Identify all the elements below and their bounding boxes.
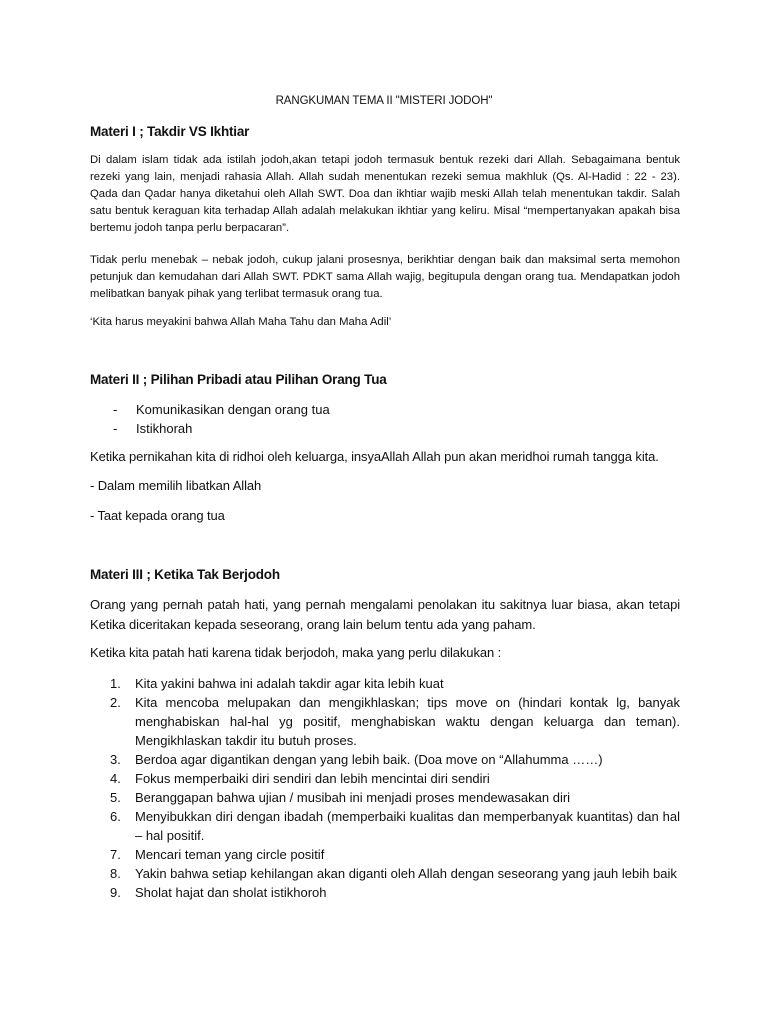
section-3-paragraph-1: Orang yang pernah patah hati, yang pernah mengalami penolakan itu sakitnya luar biasa, akan tetapi Ketika diceritakan kepada seseorang, orang lain belum tentu ada yang paham.	[90, 597, 680, 632]
item-number: 2.	[110, 695, 121, 710]
item-text: Kita yakini bahwa ini adalah takdir agar kita lebih kuat	[135, 676, 444, 691]
item-text: Mencari teman yang circle positif	[135, 847, 325, 862]
item-text: Sholat hajat dan sholat istikhoroh	[135, 885, 327, 900]
section-3-paragraph-2: Ketika kita patah hati karena tidak berjodoh, maka yang perlu dilakukan :	[90, 645, 502, 660]
section-1-quote: ‘Kita harus meyakini bahwa Allah Maha Tahu dan Maha Adil’	[90, 316, 392, 328]
list-item	[110, 883, 680, 902]
item-text: Fokus memperbaiki diri sendiri dan lebih mencintai diri sendiri	[135, 771, 490, 786]
item-number: 6.	[110, 809, 121, 824]
item-text: Menyibukkan diri dengan ibadah (memperbaiki kualitas dan memperbanyak kuantitas) dan hal – hal positif.	[135, 809, 680, 843]
section-3-heading: Materi III ; Ketika Tak Berjodoh	[90, 567, 280, 582]
item-text: Kita mencoba melupakan dan mengikhlaskan; tips move on (hindari kontak lg, banyak menghabiskan hal-hal yg positif, menghabiskan waktu dengan keluarga dan teman). Mengikhlaskan takdir itu butuh proses.	[135, 695, 680, 748]
list-item	[110, 693, 680, 750]
bullet-text: Istikhorah	[136, 421, 193, 436]
item-number: 4.	[110, 771, 121, 786]
bullet-text: Komunikasikan dengan orang tua	[136, 402, 330, 417]
item-number: 9.	[110, 885, 121, 900]
section-2-line-2: - Dalam memilih libatkan Allah	[90, 478, 262, 493]
list-item	[113, 419, 330, 438]
section-1-paragraph-2: Tidak perlu menebak – nebak jodoh, cukup jalani prosesnya, berikhtiar dengan baik dan maksimal serta memohon petunjuk dan kemudahan dari Allah SWT. PDKT sama Allah wajig, begitupula dengan orang tua. Mendapatkan jodoh melibatkan banyak pihak yang terlibat termasuk orang tua.	[90, 254, 680, 300]
section-3-numbered-list	[110, 674, 680, 902]
section-2-line-3: - Taat kepada orang tua	[90, 508, 225, 523]
bullet-dash: -	[113, 421, 118, 436]
item-number: 1.	[110, 676, 121, 691]
item-number: 3.	[110, 752, 121, 767]
section-2-bullet-list	[113, 400, 330, 438]
list-item	[110, 864, 680, 883]
section-2-heading: Materi II ; Pilihan Pribadi atau Pilihan Orang Tua	[90, 372, 387, 387]
item-text: Beranggapan bahwa ujian / musibah ini menjadi proses mendewasakan diri	[135, 790, 571, 805]
item-text: Berdoa agar digantikan dengan yang lebih baik. (Doa move on “Allahumma ……)	[135, 752, 603, 767]
list-item	[110, 769, 680, 788]
section-2-line-1: Ketika pernikahan kita di ridhoi oleh keluarga, insyaAllah Allah pun akan meridhoi rumah tangga kita.	[90, 449, 659, 464]
bullet-dash: -	[113, 402, 118, 417]
list-item	[110, 750, 680, 769]
section-1-paragraph-1: Di dalam islam tidak ada istilah jodoh,akan tetapi jodoh termasuk bentuk rezeki dari Allah. Sebagaimana bentuk rezeki yang lain, menjadi rahasia Allah. Allah sudah menentukan rezeki semua makhluk (Qs. Al-Hadid : 22 - 23). Qada dan Qadar hanya diketahui oleh Allah SWT. Doa dan ikhtiar wajib meski Allah telah menentukan takdir. Salah satu bentuk keraguan kita terhadap Allah adalah melakukan ikhtiar yang keliru. Misal “mempertanyakan apakah bisa bertemu jodoh tanpa perlu berpacaran”.	[90, 154, 680, 234]
item-number: 5.	[110, 790, 121, 805]
list-item	[110, 788, 680, 807]
document-title: RANGKUMAN TEMA II "MISTERI JODOH"	[275, 95, 493, 107]
item-text: Yakin bahwa setiap kehilangan akan diganti oleh Allah dengan seseorang yang jauh lebih baik	[135, 866, 677, 881]
list-item	[110, 674, 680, 693]
item-number: 8.	[110, 866, 121, 881]
list-item	[110, 845, 680, 864]
item-number: 7.	[110, 847, 121, 862]
list-item	[110, 807, 680, 845]
section-1-heading: Materi I ; Takdir VS Ikhtiar	[90, 124, 250, 139]
list-item	[113, 400, 330, 419]
